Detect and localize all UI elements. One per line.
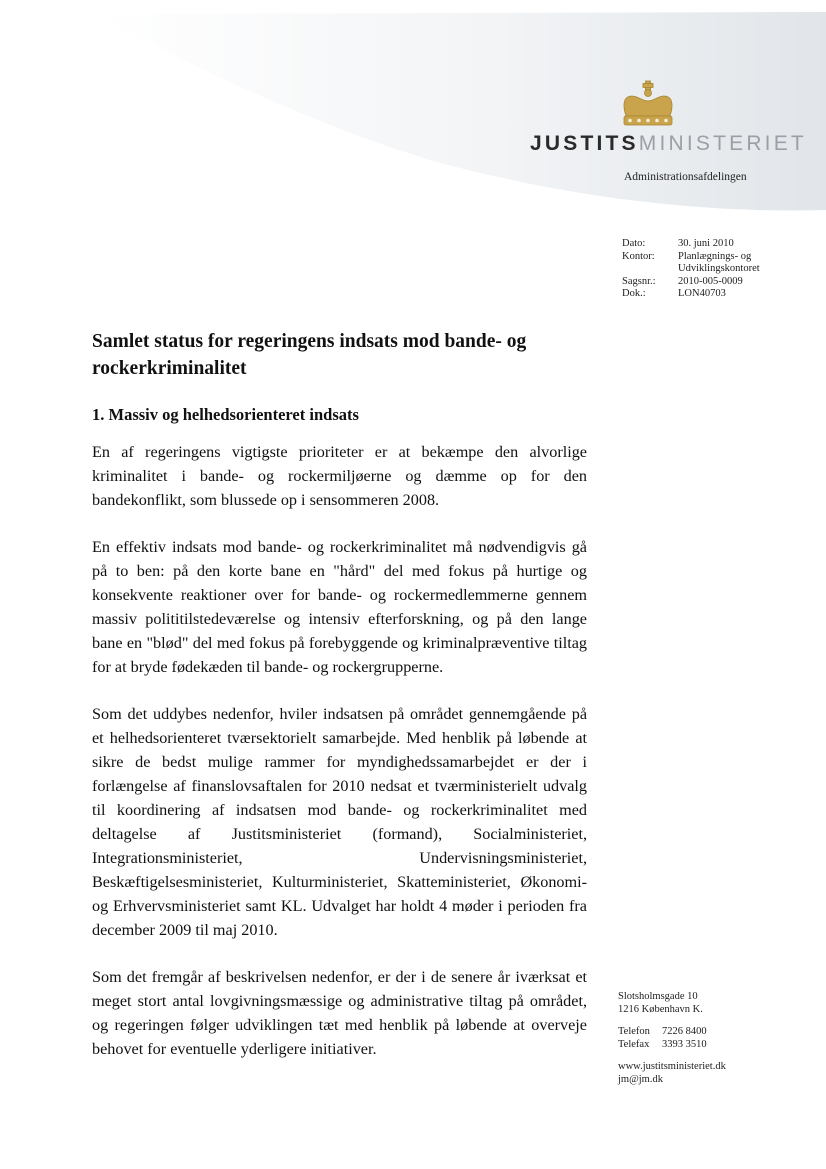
ministry-address	[618, 990, 726, 1086]
body-paragraph: En af regeringens vigtigste prioriteter er at bekæmpe den alvorlige kriminalitet i bande- og rockermiljøerne og dæmme op for den bandekonflikt, som blussede op i sensommeren 2008.	[92, 443, 587, 509]
website-link: www.justitsministeriet.dk	[618, 1061, 726, 1072]
meta-row-doc	[622, 288, 788, 301]
meta-value: Planlægnings- og	[678, 250, 752, 262]
phone-row	[618, 1025, 726, 1038]
ministry-name	[530, 132, 807, 156]
meta-label: Dok.:	[622, 288, 646, 299]
spacer	[618, 1016, 726, 1025]
phone-label: Telefon	[618, 1026, 650, 1037]
ministry-name-light: MINISTERIET	[638, 132, 807, 155]
ministry-name-bold: JUSTITS	[530, 132, 639, 155]
meta-label	[622, 263, 678, 276]
meta-row-case-number	[622, 276, 788, 289]
crown-logo	[618, 80, 678, 128]
header-swoosh	[0, 0, 826, 230]
meta-row-office	[622, 251, 788, 264]
meta-label: Sagsnr.:	[622, 275, 656, 287]
body-paragraph: En effektiv indsats mod bande- og rockerkriminalitet må nødvendigvis gå på to ben: på den korte bane en "hård" del med fokus på hurtige og konsekvente reaktioner over for bande- og rockermedlemmerne gennem massiv polititilstedeværelse og intensiv efterforskning, og på den lange bane en "blød" del med fokus på forebyggende og kriminalpræventive tiltag for at bryde fødekæden til bande- og rockergrupperne.	[92, 538, 587, 676]
meta-label: Kontor:	[622, 250, 655, 262]
phone-number: 7226 8400	[662, 1026, 707, 1037]
meta-row-date	[622, 238, 788, 251]
address-city: 1216 København K.	[618, 1004, 703, 1015]
spacer	[618, 1051, 726, 1060]
fax-label: Telefax	[618, 1039, 650, 1050]
document-body	[92, 440, 587, 1084]
body-paragraph: Som det uddybes nedenfor, hviler indsatsen på området gennemgående på et helhedsorienteret tværsektorielt samarbejde. Med henblik på løbende at sikre de bedst mulige rammer for myndighedssamarbejdet er der i forlængelse af finanslovsaftalen for 2010 nedsat et tværministerielt udvalg til koordinering af indsatsen mod bande- og rockerkriminalitet med deltagelse af Justitsministeriet (formand), Socialministeriet, Integrationsministeriet, Undervisningsministeriet, Beskæftigelsesministeriet, Kulturministeriet, Skatteministeriet, Økonomi- og Erhvervsministeriet samt KL. Udvalget har holdt 4 møder i perioden fra december 2009 til maj 2010.	[92, 705, 587, 939]
document-metadata	[622, 238, 788, 301]
body-paragraph: Som det fremgår af beskrivelsen nedenfor, er der i de senere år iværksat et meget stort antal lovgivningsmæssige og administrative tiltag på området, og regeringen følger udviklingen tæt med henblik på løbende at overveje behovet for eventuelle yderligere initiativer.	[92, 968, 587, 1058]
fax-row	[618, 1038, 726, 1051]
section-heading: 1. Massiv og helhedsorienteret indsats	[92, 405, 359, 424]
meta-value: 30. juni 2010	[678, 238, 734, 249]
meta-label: Dato:	[622, 238, 646, 249]
department-name: Administrationsafdelingen	[624, 171, 747, 183]
address-street: Slotsholmsgade 10	[618, 991, 698, 1002]
document-title: Samlet status for regeringens indsats mod bande- og rockerkriminalitet	[92, 331, 527, 379]
fax-number: 3393 3510	[662, 1039, 707, 1050]
meta-row-office-cont	[622, 263, 788, 276]
email-link: jm@jm.dk	[618, 1074, 663, 1085]
meta-value: LON40703	[678, 288, 726, 299]
meta-value: 2010-005-0009	[678, 275, 743, 287]
meta-value: Udviklingskontoret	[678, 263, 760, 274]
